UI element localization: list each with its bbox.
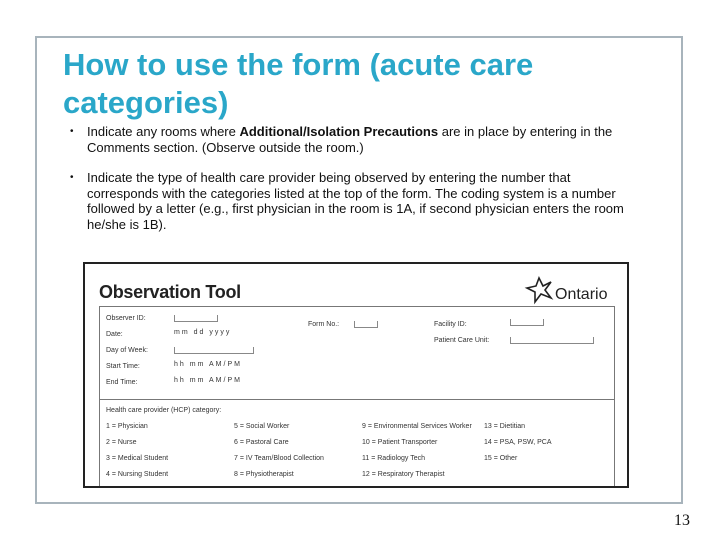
start-time-label: Start Time: xyxy=(106,363,140,370)
category-item: 6 = Pastoral Care xyxy=(234,439,289,446)
category-item: 15 = Other xyxy=(484,455,518,462)
bullet-dot-icon: • xyxy=(70,172,74,183)
category-item: 8 = Physiotherapist xyxy=(234,471,294,478)
category-item: 13 = Dietitian xyxy=(484,423,526,430)
category-item: 7 = IV Team/Blood Collection xyxy=(234,455,324,462)
bullet-text: Indicate the type of health care provider being observed by entering the number that corresponds with the categories listed at the top of the form. The coding system is a number followed by a letter (e.g., first physician in the room is 1A, if second physician enters the room he/she is 1B). xyxy=(87,170,624,232)
end-time-field[interactable]: hh mm AM/PM xyxy=(174,377,242,384)
category-item: 4 = Nursing Student xyxy=(106,471,169,478)
form-title: Observation Tool xyxy=(99,282,241,302)
date-field[interactable]: mm dd yyyy xyxy=(174,329,232,336)
page-number: 13 xyxy=(674,512,690,529)
slide-title: How to use the form (acute care categories) xyxy=(63,47,534,120)
category-item: 3 = Medical Student xyxy=(106,455,169,462)
hcp-heading: Health care provider (HCP) category: xyxy=(106,407,222,414)
category-item: 5 = Social Worker xyxy=(234,423,290,430)
category-item: 9 = Environmental Services Worker xyxy=(362,423,472,430)
start-time-field[interactable]: hh mm AM/PM xyxy=(174,361,242,368)
observer-id-label: Observer ID: xyxy=(106,315,146,322)
category-item: 14 = PSA, PSW, PCA xyxy=(484,439,552,446)
bullet-item xyxy=(70,124,642,155)
bullet-bold-text: Additional/Isolation Precautions xyxy=(239,124,439,139)
facility-id-label: Facility ID: xyxy=(434,321,467,328)
form-no-label: Form No.: xyxy=(308,321,340,328)
category-item: 10 = Patient Transporter xyxy=(362,439,438,446)
section-divider xyxy=(100,399,614,400)
form-no-field[interactable] xyxy=(354,321,378,328)
category-item: 2 = Nurse xyxy=(106,439,137,446)
bullet-text-after: are in place by entering in the Comments section. (Observe outside the room.) xyxy=(87,124,613,155)
category-item: 1 = Physician xyxy=(106,423,148,430)
observation-form-image xyxy=(83,262,629,488)
patient-care-unit-field[interactable] xyxy=(510,337,594,344)
day-of-week-field[interactable] xyxy=(174,347,254,354)
form-fields-box xyxy=(99,306,615,488)
observer-id-field[interactable] xyxy=(174,315,218,322)
bullet-dot-icon: • xyxy=(70,126,74,137)
patient-care-unit-label: Patient Care Unit: xyxy=(434,337,490,344)
bullet-list xyxy=(70,124,642,247)
bullet-item xyxy=(70,170,642,232)
day-of-week-label: Day of Week: xyxy=(106,347,148,354)
bullet-text: Indicate any rooms where xyxy=(87,124,240,139)
facility-id-field[interactable] xyxy=(510,319,544,326)
end-time-label: End Time: xyxy=(106,379,138,386)
category-item: 12 = Respiratory Therapist xyxy=(362,471,445,478)
category-item: 11 = Radiology Tech xyxy=(362,455,425,462)
logo-text: Ontario xyxy=(555,286,608,303)
date-label: Date: xyxy=(106,331,123,338)
